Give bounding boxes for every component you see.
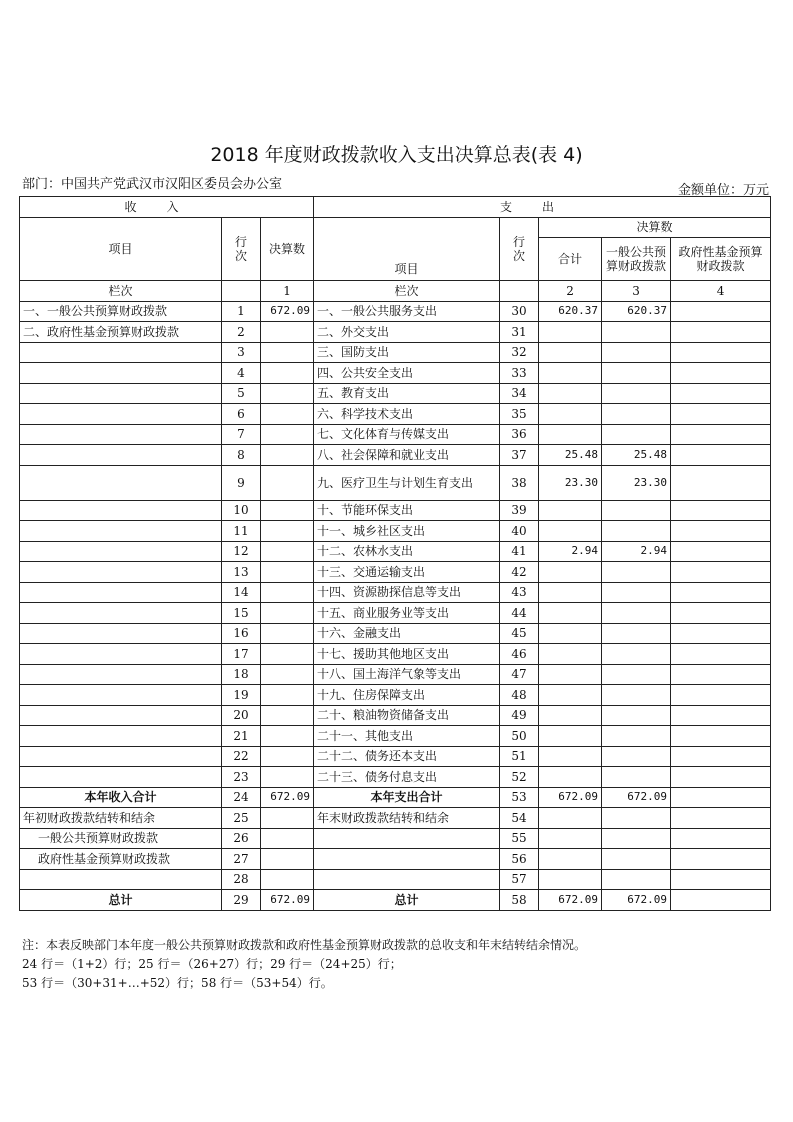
expense-general-cell: 2.94 [602,541,671,562]
income-amount-cell [261,424,314,445]
expense-general-cell: 672.09 [602,890,671,911]
expense-item-cell: 八、社会保障和就业支出 [314,445,500,466]
expense-total-cell [539,849,602,870]
expense-item-cell: 二十三、债务付息支出 [314,767,500,788]
income-row-no-cell: 3 [222,342,261,363]
expense-fund-cell [671,644,771,665]
table-row [20,767,771,788]
income-item-cell [20,562,222,583]
expense-row-no-cell: 46 [500,644,539,665]
income-item-cell [20,383,222,404]
expense-row-no-cell: 44 [500,603,539,624]
expense-item-cell: 本年支出合计 [314,787,500,808]
expense-fund-cell [671,767,771,788]
income-row-no-cell: 4 [222,363,261,384]
expense-row-no-cell: 40 [500,521,539,542]
income-item-cell [20,869,222,890]
expense-fund-cell [671,828,771,849]
column-header-row [20,217,771,238]
income-row-no-cell: 16 [222,623,261,644]
expense-total-cell [539,582,602,603]
table-row [20,322,771,343]
income-item-cell [20,582,222,603]
income-item-cell [20,767,222,788]
expense-item-cell [314,869,500,890]
income-item-cell [20,541,222,562]
expense-total-cell: 672.09 [539,787,602,808]
expense-row-no-cell: 32 [500,342,539,363]
expense-total-cell [539,500,602,521]
expense-general-cell [602,705,671,726]
col-index-1: 1 [261,281,314,302]
expense-fund-cell [671,603,771,624]
general-budget-header: 一般公共预算财政拨款 [602,238,671,281]
income-item-cell [20,342,222,363]
income-item-cell: 一般公共预算财政拨款 [20,828,222,849]
expense-fund-cell [671,541,771,562]
income-row-no-cell: 6 [222,404,261,425]
expense-fund-cell [671,465,771,500]
expense-general-cell [602,726,671,747]
expense-general-cell [602,521,671,542]
expense-total-cell: 23.30 [539,465,602,500]
expense-item-cell: 十七、援助其他地区支出 [314,644,500,665]
income-lanci-label: 栏次 [20,281,222,302]
income-item-cell [20,623,222,644]
expense-general-cell [602,582,671,603]
expense-item-cell: 二十一、其他支出 [314,726,500,747]
income-row-no-cell: 8 [222,445,261,466]
expense-fund-cell [671,562,771,583]
expense-item-cell: 十三、交通运输支出 [314,562,500,583]
expense-general-cell [602,664,671,685]
table-row [20,562,771,583]
table-row [20,342,771,363]
blank-cell [500,281,539,302]
final-amount-header: 决算数 [539,217,771,238]
expense-item-cell: 六、科学技术支出 [314,404,500,425]
expense-general-cell [602,808,671,829]
section-header-row [20,197,771,218]
income-item-cell [20,424,222,445]
income-amount-cell [261,726,314,747]
income-item-cell [20,644,222,665]
income-row-no-cell: 20 [222,705,261,726]
expense-total-cell [539,828,602,849]
expense-row-no-cell: 54 [500,808,539,829]
total-header: 合计 [539,238,602,281]
income-item-cell [20,445,222,466]
expense-general-cell [602,685,671,706]
income-item-cell [20,363,222,384]
expense-row-no-cell: 53 [500,787,539,808]
expense-row-no-cell: 36 [500,424,539,445]
income-amount-cell [261,582,314,603]
income-item-cell [20,603,222,624]
income-item-cell: 一、一般公共预算财政拨款 [20,301,222,322]
table-row [20,644,771,665]
income-item-cell [20,664,222,685]
table-row [20,685,771,706]
expense-item-cell [314,849,500,870]
expense-fund-cell [671,424,771,445]
income-row-no-cell: 5 [222,383,261,404]
expense-row-no-cell: 48 [500,685,539,706]
income-amount-cell: 672.09 [261,890,314,911]
expense-general-cell [602,322,671,343]
expense-fund-cell [671,342,771,363]
income-amount-cell [261,404,314,425]
expense-row-no-cell: 30 [500,301,539,322]
income-row-no-cell: 23 [222,767,261,788]
expense-total-cell [539,322,602,343]
income-amount-header: 决算数 [261,217,314,281]
income-row-no-cell: 7 [222,424,261,445]
expense-general-cell: 23.30 [602,465,671,500]
income-amount-cell [261,644,314,665]
income-row-no-cell: 27 [222,849,261,870]
income-item-cell [20,404,222,425]
expense-item-cell: 十八、国土海洋气象等支出 [314,664,500,685]
income-row-no-cell: 26 [222,828,261,849]
expense-row-no-cell: 57 [500,869,539,890]
table-row [20,849,771,870]
income-amount-cell [261,623,314,644]
income-amount-cell [261,445,314,466]
department-label: 部门：中国共产党武汉市汉阳区委员会办公室 [22,177,283,192]
col-index-2: 2 [539,281,602,302]
expense-item-cell: 十二、农林水支出 [314,541,500,562]
expense-fund-cell [671,363,771,384]
income-amount-cell [261,383,314,404]
income-row-no-cell: 24 [222,787,261,808]
expense-fund-cell [671,623,771,644]
expense-item-cell: 九、医疗卫生与计划生育支出 [314,465,500,500]
expense-item-cell: 三、国防支出 [314,342,500,363]
expense-row-no-cell: 39 [500,500,539,521]
expense-fund-cell [671,808,771,829]
income-row-no-cell: 17 [222,644,261,665]
expense-general-cell [602,849,671,870]
expense-general-cell [602,562,671,583]
col-index-3: 3 [602,281,671,302]
income-row-no-cell: 2 [222,322,261,343]
expense-fund-cell [671,685,771,706]
income-item-cell [20,500,222,521]
income-amount-cell [261,322,314,343]
income-row-no-cell: 11 [222,521,261,542]
page-title: 2018 年度财政拨款收入支出决算总表(表 4) [210,144,583,166]
expense-general-cell [602,603,671,624]
income-amount-cell [261,500,314,521]
table-row [20,383,771,404]
expense-general-cell [602,424,671,445]
expense-fund-cell [671,322,771,343]
expense-row-no-cell: 56 [500,849,539,870]
table-row [20,623,771,644]
expense-general-cell: 25.48 [602,445,671,466]
income-item-cell [20,746,222,767]
table-row [20,603,771,624]
col-index-4: 4 [671,281,771,302]
expense-fund-cell [671,582,771,603]
expense-fund-cell [671,404,771,425]
income-amount-cell: 672.09 [261,301,314,322]
expense-fund-cell [671,787,771,808]
note-line: 24 行＝（1+2）行；25 行＝（26+27）行；29 行＝（24+25）行； [22,957,402,971]
expense-row-no-cell: 38 [500,465,539,500]
table-row [20,521,771,542]
income-section-header: 收入 [20,197,314,218]
expense-item-cell: 四、公共安全支出 [314,363,500,384]
income-row-no-cell: 25 [222,808,261,829]
expense-row-no-cell: 37 [500,445,539,466]
income-amount-cell [261,363,314,384]
expense-item-cell: 七、文化体育与传媒支出 [314,424,500,445]
expense-fund-cell [671,849,771,870]
income-row-no-cell: 28 [222,869,261,890]
expense-item-cell: 十九、住房保障支出 [314,685,500,706]
income-item-cell: 年初财政拨款结转和结余 [20,808,222,829]
expense-section-header: 支出 [314,197,771,218]
table-row [20,582,771,603]
expense-row-no-cell: 43 [500,582,539,603]
table-row [20,808,771,829]
expense-fund-cell [671,705,771,726]
income-amount-cell [261,828,314,849]
expense-general-cell [602,383,671,404]
income-row-no-cell: 10 [222,500,261,521]
expense-total-cell: 2.94 [539,541,602,562]
blank-cell [222,281,261,302]
income-amount-cell [261,746,314,767]
income-amount-cell [261,767,314,788]
table-row [20,869,771,890]
income-item-cell: 本年收入合计 [20,787,222,808]
expense-general-cell [602,828,671,849]
table-row [20,500,771,521]
fund-budget-header: 政府性基金预算财政拨款 [671,238,771,281]
expense-total-cell [539,603,602,624]
income-item-header: 项目 [20,217,222,281]
expense-total-cell [539,746,602,767]
expense-general-cell [602,404,671,425]
expense-total-cell [539,808,602,829]
expense-general-cell [602,746,671,767]
expense-item-cell: 二、外交支出 [314,322,500,343]
expense-fund-cell [671,445,771,466]
expense-row-no-cell: 47 [500,664,539,685]
note-line: 注：本表反映部门本年度一般公共预算财政拨款和政府性基金预算财政拨款的总收支和年末结转结余情况。 [22,938,587,952]
expense-row-no-cell: 45 [500,623,539,644]
income-amount-cell [261,521,314,542]
expense-general-cell [602,342,671,363]
expense-item-cell: 总计 [314,890,500,911]
expense-row-no-header: 行次 [500,217,539,281]
expense-item-cell: 十六、金融支出 [314,623,500,644]
income-amount-cell [261,342,314,363]
table-row [20,404,771,425]
income-row-no-cell: 19 [222,685,261,706]
income-amount-cell [261,869,314,890]
expense-row-no-cell: 41 [500,541,539,562]
expense-total-cell [539,342,602,363]
income-row-no-cell: 12 [222,541,261,562]
expense-general-cell: 672.09 [602,787,671,808]
income-amount-cell [261,562,314,583]
expense-item-cell: 五、教育支出 [314,383,500,404]
expense-general-cell [602,869,671,890]
expense-total-cell [539,521,602,542]
income-row-no-cell: 14 [222,582,261,603]
income-amount-cell [261,849,314,870]
expense-lanci-label: 栏次 [314,281,500,302]
income-item-cell [20,726,222,747]
expense-general-cell [602,500,671,521]
income-amount-cell [261,465,314,500]
income-amount-cell [261,664,314,685]
expense-item-cell: 一、一般公共服务支出 [314,301,500,322]
expense-row-no-cell: 50 [500,726,539,747]
income-row-no-cell: 21 [222,726,261,747]
note-line: 53 行＝（30+31+…+52）行；58 行＝（53+54）行。 [22,976,333,990]
income-item-cell [20,521,222,542]
income-row-no-cell: 22 [222,746,261,767]
income-item-cell [20,705,222,726]
income-row-no-cell: 9 [222,465,261,500]
expense-item-cell: 十四、资源勘探信息等支出 [314,582,500,603]
expense-total-cell [539,705,602,726]
expense-item-header: 项目 [314,217,500,281]
expense-total-cell [539,383,602,404]
expense-total-cell [539,644,602,665]
expense-row-no-cell: 42 [500,562,539,583]
income-row-no-cell: 18 [222,664,261,685]
column-index-row [20,281,771,302]
amount-unit-label: 金额单位：万元 [677,183,769,198]
notes [22,936,586,993]
expense-total-cell [539,562,602,583]
income-row-no-cell: 1 [222,301,261,322]
expense-row-no-cell: 49 [500,705,539,726]
expense-row-no-cell: 35 [500,404,539,425]
expense-general-cell [602,363,671,384]
expense-fund-cell [671,746,771,767]
income-item-cell: 总计 [20,890,222,911]
expense-item-cell: 十五、商业服务业等支出 [314,603,500,624]
income-item-cell: 二、政府性基金预算财政拨款 [20,322,222,343]
expense-total-cell [539,767,602,788]
table-row [20,465,771,500]
income-row-no-cell: 15 [222,603,261,624]
expense-item-cell: 二十、粮油物资储备支出 [314,705,500,726]
income-amount-cell [261,808,314,829]
expense-total-cell [539,664,602,685]
expense-row-no-cell: 51 [500,746,539,767]
table-row [20,828,771,849]
expense-row-no-cell: 31 [500,322,539,343]
income-item-cell: 政府性基金预算财政拨款 [20,849,222,870]
expense-fund-cell [671,664,771,685]
table-row [20,726,771,747]
table-row [20,890,771,911]
expense-total-cell [539,404,602,425]
expense-fund-cell [671,869,771,890]
income-row-no-cell: 29 [222,890,261,911]
income-amount-cell [261,603,314,624]
expense-total-cell [539,726,602,747]
expense-total-cell: 672.09 [539,890,602,911]
expense-row-no-cell: 55 [500,828,539,849]
expense-general-cell [602,623,671,644]
expense-item-cell: 年末财政拨款结转和结余 [314,808,500,829]
expense-total-cell: 25.48 [539,445,602,466]
expense-fund-cell [671,500,771,521]
income-amount-cell [261,541,314,562]
expense-fund-cell [671,383,771,404]
expense-total-cell [539,623,602,644]
table-row [20,301,771,322]
income-row-no-cell: 13 [222,562,261,583]
table-row [20,363,771,384]
table-row [20,541,771,562]
income-amount-cell [261,705,314,726]
expense-row-no-cell: 34 [500,383,539,404]
table-row [20,787,771,808]
income-item-cell [20,685,222,706]
expense-item-cell: 十、节能环保支出 [314,500,500,521]
expense-fund-cell [671,301,771,322]
table-row [20,664,771,685]
expense-total-cell [539,424,602,445]
table-row [20,424,771,445]
expense-total-cell [539,685,602,706]
expense-fund-cell [671,890,771,911]
expense-item-cell [314,828,500,849]
expense-row-no-cell: 58 [500,890,539,911]
expense-fund-cell [671,726,771,747]
income-row-no-header: 行次 [222,217,261,281]
table-row [20,705,771,726]
expense-row-no-cell: 33 [500,363,539,384]
income-amount-cell: 672.09 [261,787,314,808]
income-item-cell [20,465,222,500]
table-row [20,746,771,767]
expense-total-cell [539,363,602,384]
expense-total-cell [539,869,602,890]
table-row [20,445,771,466]
expense-general-cell: 620.37 [602,301,671,322]
income-amount-cell [261,685,314,706]
expense-general-cell [602,644,671,665]
expense-row-no-cell: 52 [500,767,539,788]
expense-total-cell: 620.37 [539,301,602,322]
expense-item-cell: 十一、城乡社区支出 [314,521,500,542]
expense-general-cell [602,767,671,788]
final-accounts-table [19,196,771,911]
expense-fund-cell [671,521,771,542]
expense-item-cell: 二十二、债务还本支出 [314,746,500,767]
